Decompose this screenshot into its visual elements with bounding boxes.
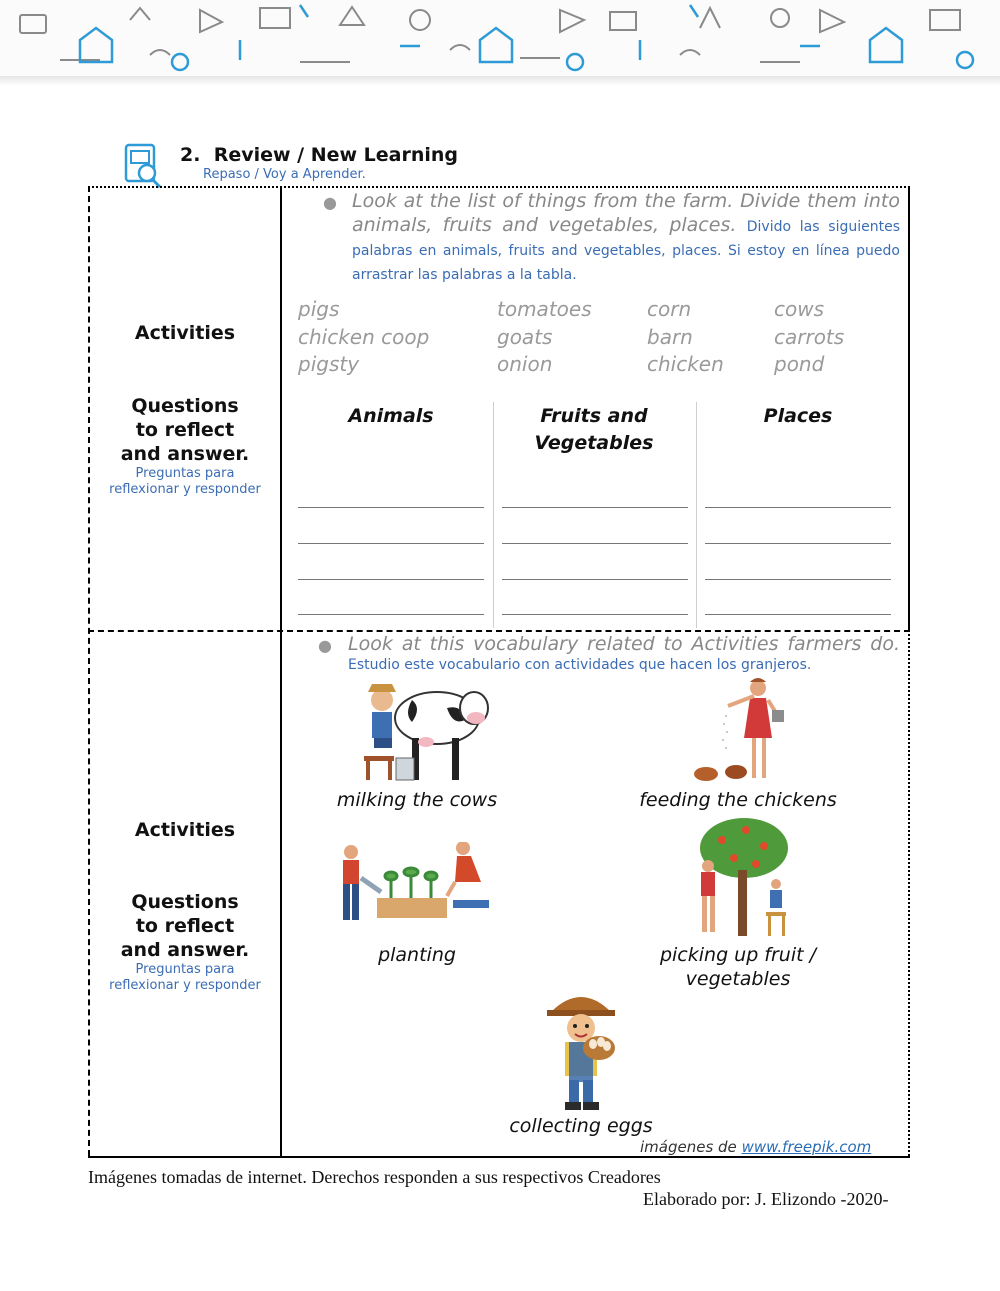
instruction-english: Look at this vocabulary related to Activities farmers do.: [348, 633, 900, 655]
answer-line[interactable]: [502, 614, 688, 615]
word-item[interactable]: chicken coop: [298, 325, 430, 349]
instruction-spanish: Estudio este vocabulario con actividades que hacen los granjeros.: [348, 657, 812, 673]
word-item[interactable]: pigsty: [298, 352, 360, 376]
doodle-pattern-icon: [0, 0, 1000, 80]
feeding-chickens-illustration-icon: [692, 676, 792, 786]
picking-fruit-illustration-icon: [686, 814, 790, 938]
word-item[interactable]: chicken: [647, 352, 724, 376]
column-header-animals: Animals: [348, 405, 434, 427]
word-item[interactable]: pond: [774, 352, 825, 376]
answer-line[interactable]: [705, 507, 891, 508]
planting-illustration-icon: [333, 842, 497, 928]
word-item[interactable]: onion: [497, 352, 553, 376]
instruction-english: Look at the list of things from the farm. Divide them into animals, fruits and vegetables, places.: [352, 190, 900, 236]
table-right-border-top: [908, 186, 910, 630]
word-item[interactable]: pigs: [298, 297, 340, 321]
image-credit: [640, 1138, 871, 1156]
footer-author: Elaborado por: J. Elizondo -2020-: [643, 1189, 889, 1209]
answer-line[interactable]: [705, 614, 891, 615]
caption-planting: planting: [378, 944, 456, 966]
activities-heading: Activities: [134, 322, 236, 344]
collecting-eggs-illustration-icon: [543, 990, 623, 1114]
credit-prefix: imágenes de: [640, 1138, 742, 1156]
bullet-icon: ●: [318, 636, 332, 655]
answer-line[interactable]: [502, 579, 688, 580]
milking-cow-illustration-icon: [352, 678, 492, 786]
questions-spanish: Preguntas para reflexionar y responder: [109, 962, 261, 993]
freepik-link[interactable]: www.freepik.com: [741, 1138, 872, 1156]
instruction-part2: [348, 632, 900, 675]
activities-label-1: [90, 322, 280, 344]
caption-feeding: feeding the chickens: [639, 789, 837, 811]
caption-collecting-eggs: collecting eggs: [509, 1115, 653, 1137]
word-item[interactable]: barn: [647, 325, 693, 349]
review-lesson-icon: [122, 142, 164, 188]
answer-line[interactable]: [502, 543, 688, 544]
answer-line[interactable]: [298, 507, 484, 508]
activities-heading: Activities: [134, 819, 236, 841]
section-subtitle: Repaso / Voy a Aprender.: [203, 167, 366, 182]
answer-line[interactable]: [705, 543, 891, 544]
answer-line[interactable]: [705, 579, 891, 580]
table-bottom-border: [88, 1156, 910, 1158]
questions-heading: Questions to reflect and answer.: [120, 395, 250, 465]
activities-label-2: [90, 819, 280, 841]
instruction-spanish: Divido las siguientes palabras en animals, fruits and vegetables, places. Si estoy en línea puedo arrastrar las palabras a la tabla.: [352, 219, 900, 283]
column-header-places: Places: [763, 405, 833, 427]
answer-line[interactable]: [502, 507, 688, 508]
questions-spanish: Preguntas para reflexionar y responder: [109, 466, 261, 497]
answer-line[interactable]: [298, 543, 484, 544]
word-item[interactable]: cows: [774, 297, 825, 321]
word-item[interactable]: goats: [497, 325, 553, 349]
section-title: 2. Review / New Learning: [180, 144, 459, 166]
questions-block-2: [90, 890, 280, 994]
footer-disclaimer: Imágenes tomadas de internet. Derechos responden a sus respectivos Creadores: [88, 1167, 661, 1187]
word-item[interactable]: corn: [647, 297, 692, 321]
instruction-part1: [352, 189, 900, 285]
banner-shadow: [0, 76, 1000, 86]
caption-picking: picking up fruit / vegetables: [659, 944, 817, 990]
header-banner: [0, 0, 1000, 80]
answer-line[interactable]: [298, 614, 484, 615]
column-header-fruits-vegetables: Fruits and Vegetables: [534, 405, 654, 454]
word-item[interactable]: carrots: [774, 325, 845, 349]
questions-block-1: [90, 394, 280, 498]
column-separator: [493, 402, 494, 628]
table-right-border-bottom: [908, 630, 910, 1156]
answer-line[interactable]: [298, 579, 484, 580]
table-top-border: [88, 186, 910, 188]
column-separator: [696, 402, 697, 628]
bullet-icon: ●: [323, 193, 337, 212]
word-item[interactable]: tomatoes: [497, 297, 592, 321]
caption-milking: milking the cows: [336, 789, 498, 811]
table-divider-vertical: [280, 186, 282, 1156]
questions-heading: Questions to reflect and answer.: [120, 891, 250, 961]
